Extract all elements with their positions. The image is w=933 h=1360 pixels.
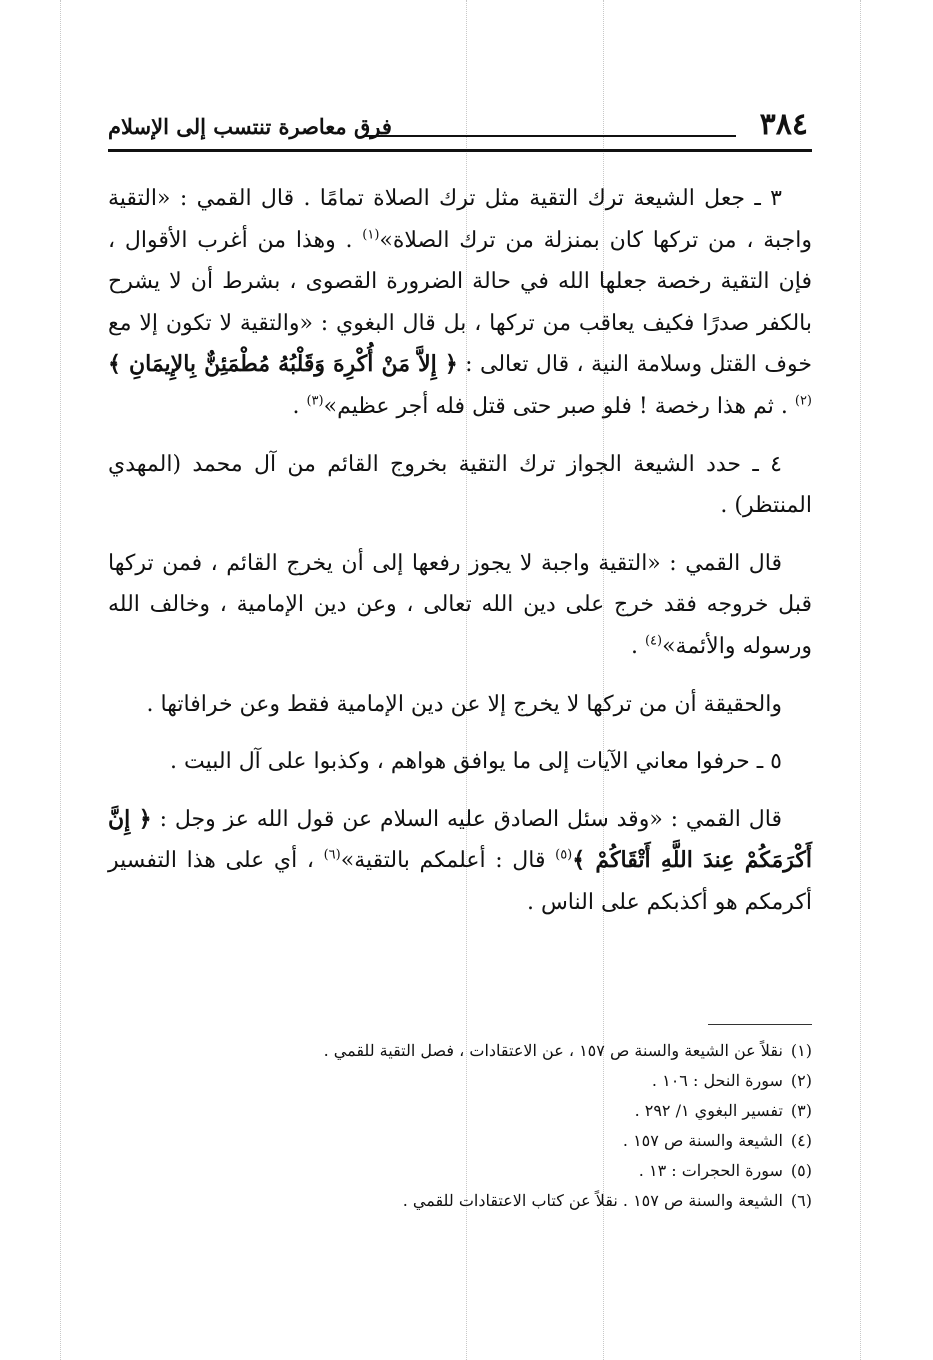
footnote-number: (٦) <box>790 1191 812 1210</box>
paragraph-text: . وهذا من أغرب الأقوال ، فإن التقية رخصة جعلها الله في حالة الضرورة القصوى ، بشرط أن لا يشرح بالكفر صدرًا فكيف يعاقب من تركها ، بل قال البغوي : «والتقية لا تكون إلا مع خوف القتل وسلامة النية ، قال تعالى : <box>108 227 812 378</box>
footnote-item <box>122 1066 812 1096</box>
paragraph-text: . <box>630 633 645 659</box>
footnote-item <box>122 1186 812 1216</box>
paragraph-text: قال القمي : «التقية واجبة لا يجوز رفعها إلى أن يخرج القائم ، فمن تركها قبل خروجه فقد خرج على دين الله تعالى ، وعن دين الإمامية ، وخالف الله ورسوله والأئمة» <box>108 550 812 659</box>
paragraph-text: . ثم هذا رخصة ! فلو صبر حتى قتل فله أجر عظيم» <box>323 393 795 419</box>
footnote-number: (٤) <box>790 1131 812 1150</box>
paragraph-text: قال : أعلمكم بالتقية» <box>340 848 556 874</box>
footnote-ref-3: (٣) <box>306 393 324 409</box>
footnote-item <box>122 1036 812 1066</box>
scan-guide-line <box>860 0 861 1360</box>
footnote-text: سورة النحل : ١٠٦ . <box>651 1071 783 1090</box>
footnote-number: (٢) <box>790 1071 812 1090</box>
header-rule <box>108 149 812 152</box>
footnote-ref-5: (٥) <box>555 847 573 863</box>
paragraph-sadiq-quote <box>108 799 812 924</box>
footnote-ref-1: (١) <box>362 227 380 243</box>
book-title: فرق معاصرة تنتسب إلى الإسلام <box>108 114 392 139</box>
paragraph-reality: والحقيقة أن من تركها لا يخرج إلا عن دين الإمامية فقط وعن خرافاتها . <box>146 691 782 717</box>
header-dash-line <box>364 135 736 137</box>
footnote-text: تفسير البغوي ١/ ٢٩٢ . <box>634 1101 783 1120</box>
footnote-text: سورة الحجرات : ١٣ . <box>638 1161 783 1180</box>
footnote-item <box>122 1126 812 1156</box>
footnote-number: (٣) <box>790 1101 812 1120</box>
footnote-item <box>122 1096 812 1126</box>
paragraph-text: ٣ ـ جعل الشيعة ترك التقية مثل ترك الصلاة تمامًا . قال القمي : «التقية واجبة ، من تركها كان بمنزلة من ترك الصلاة» <box>108 186 812 253</box>
footnote-separator <box>708 1024 812 1025</box>
paragraph-text: قال القمي : «وقد سئل الصادق عليه السلام عن قول الله عز وجل : <box>151 806 782 832</box>
footnote-number: (١) <box>790 1041 812 1060</box>
paragraph-text: ، أي على هذا التفسير أكرمكم هو أكذبكم على الناس . <box>108 848 812 915</box>
footnote-text: الشيعة والسنة ص ١٥٧ . نقلاً عن كتاب الاعتقادات للقمي . <box>402 1191 783 1210</box>
running-header <box>108 104 812 148</box>
page-number: ٣٨٤ <box>759 107 808 142</box>
paragraph-point-4: ٤ ـ حدد الشيعة الجواز ترك التقية بخروج القائم من آل محمد (المهدي المنتظر) . <box>108 451 812 519</box>
quran-verse: ﴿ إِلاَّ مَنْ أُكْرِهَ وَقَلْبُهُ مُطْمَئِنٌّ بِالإِيمَانِ ﴾ <box>108 351 458 378</box>
paragraph-text: . <box>292 393 307 419</box>
footnote-item <box>122 1156 812 1186</box>
footnote-text: الشيعة والسنة ص ١٥٧ . <box>622 1131 783 1150</box>
scan-guide-line <box>60 0 61 1360</box>
footnote-ref-6: (٦) <box>323 847 341 863</box>
footnote-ref-2: (٢) <box>794 393 812 409</box>
paragraph-point-5: ٥ ـ حرفوا معاني الآيات إلى ما يوافق هواهم ، وكذبوا على آل البيت . <box>170 749 782 775</box>
main-text <box>108 178 812 940</box>
footnotes <box>122 1036 812 1216</box>
footnote-ref-4: (٤) <box>644 633 663 649</box>
paragraph-point-3 <box>108 178 812 428</box>
quran-verse: ﴿ إِنَّ أَكْرَمَكُمْ عِندَ اللَّهِ أَتْقَاكُمْ ﴾ <box>108 805 813 874</box>
footnote-number: (٥) <box>790 1161 812 1180</box>
footnote-text: نقلاً عن الشيعة والسنة ص ١٥٧ ، عن الاعتقادات ، فصل التقية للقمي . <box>323 1041 783 1060</box>
paragraph-qummi-quote <box>108 543 812 668</box>
